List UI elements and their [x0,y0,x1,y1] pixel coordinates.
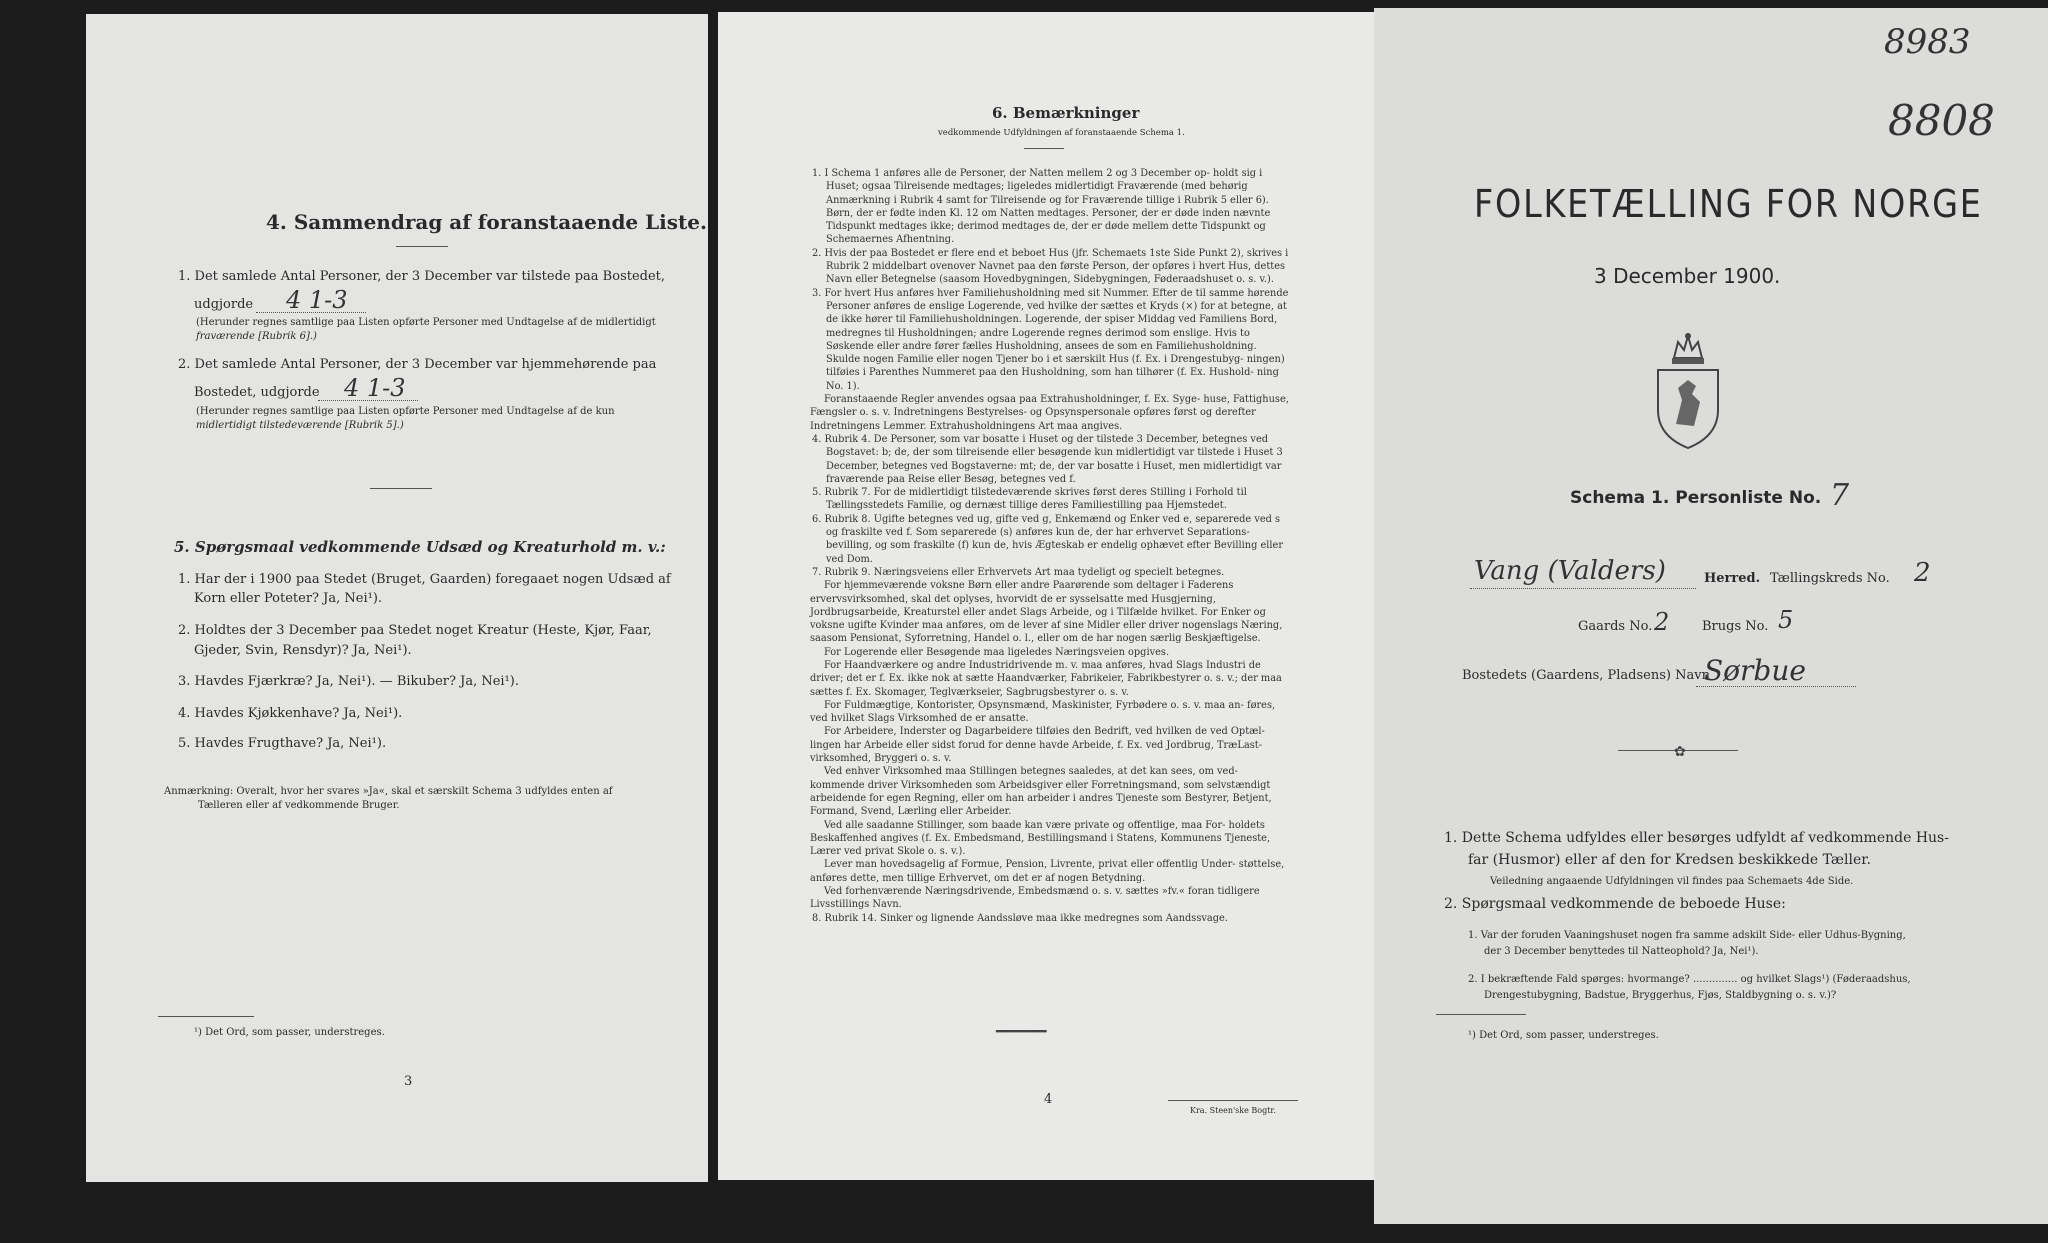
schema-label: Schema 1. Personliste No. [1570,488,1822,508]
instruction-2-q1-line2: der 3 December benyttedes til Natteophold? Ja, Nei¹). [1484,946,1759,957]
herred-value: Vang (Valders) [1474,556,1666,586]
remarks-paragraph: 8. Rubrik 14. Sinker og lignende Aandssløve maa ikke medregnes som Aandssvage. [812,912,1228,924]
printer-imprint: Kra. Steen'ske Bogtr. [1190,1106,1276,1115]
remarks-body [810,167,1290,925]
remarks-paragraph: For Logerende eller Besøgende maa ligeledes Næringsveien opgives. [824,646,1170,658]
anmaerkning-line2: Tælleren eller af vedkommende Bruger. [198,800,400,811]
ornament-rule: ━━━━━━ [996,1024,1047,1040]
q2-answer: 4 1-3 [344,374,406,402]
s5-q2-line2: Gjeder, Svin, Rensdyr)? Ja, Nei¹). [194,643,412,658]
divider [396,246,448,247]
q1-line1: 1. Det samlede Antal Personer, der 3 December var tilstede paa Bostedet, [178,269,666,284]
instruction-2-title: 2. Spørgsmaal vedkommende de beboede Huse: [1444,896,1786,912]
brugs-label: Brugs No. [1702,619,1769,634]
remarks-paragraph: For Fuldmægtige, Kontorister, Opsynsmænd, Maskinister, Fyrbødere o. s. v. maa an- føres, ved hvilket Slags Virksomhed de er ansatte. [810,699,1276,725]
printer-rule [1168,1100,1298,1101]
page-number: 4 [1044,1092,1053,1107]
s5-q4: 4. Havdes Kjøkkenhave? Ja, Nei¹). [178,706,403,721]
remarks-paragraph: Foranstaaende Regler anvendes ogsaa paa Extrahusholdninger, f. Ex. Syge- huse, Fattighuse, Fængsler o. s. v. Indretningens Bestyrelses- og Opsynspersonale opføres først og derefter Indretningens Lemmer. Extrahusholdningens Art maa angives. [810,394,1289,432]
brugs-value: 5 [1778,606,1794,634]
page-number: 3 [404,1074,413,1089]
remarks-subtitle: vedkommende Udfyldningen af foranstaaende Schema 1. [938,128,1185,138]
page-middle [718,12,1374,1180]
instruction-2-q2-line1: 2. I bekræftende Fald spørges: hvormange? .............. og hvilket Slags¹) (Føderaadshus, [1468,974,1911,985]
instruction-1-line2: far (Husmor) eller af den for Kredsen beskikkede Tæller. [1468,852,1871,868]
kreds-label: Tællingskreds No. [1770,571,1890,586]
answer-line [1696,686,1856,687]
kreds-value: 2 [1914,558,1931,588]
main-title: FOLKETÆLLING FOR NORGE [1474,182,1983,226]
remarks-paragraph: 6. Rubrik 8. Ugifte betegnes ved ug, gifte ved g, Enkemænd og Enker ved e, separerede ved s og fraskilte ved f. Som separerede (s) anføres kun de, der har erhvervet Separations- bevilling, og som fraskilte (f) kun de, hvis Ægteskab er endelig ophævet efter Bevilling eller ved Dom. [812,513,1284,565]
q1-line2-prefix: udgjorde [194,297,254,312]
footnote-rule [158,1016,254,1017]
ornament-icon: ✿ [1674,744,1686,760]
q1-note1: (Herunder regnes samtlige paa Listen opførte Personer med Undtagelse af de midlertidigt [196,317,656,328]
divider [1024,148,1064,149]
remarks-paragraph: For hjemmeværende voksne Børn eller andre Paarørende som deltager i Faderens ervervsvirksomhed, skal det oplyses, hvorvidt de er sysselsatte med Husgjerning, Jordbrugsarbeide, Kreaturstel eller andet Slags Arbeide, og i Tilfælde hvilket. For Enker og voksne ugifte Kvinder maa anføres, om de lever af sine Midler eller driver nogenslags Næring, saasom Pensionat, Syforretning, Handel o. l., eller om de har nogen særlig Beskjæftigelse. [810,580,1283,645]
s5-q2-line1: 2. Holdtes der 3 December paa Stedet noget Kreatur (Heste, Kjør, Faar, [178,623,652,638]
gaards-value: 2 [1654,608,1670,636]
s5-q1-line1: 1. Har der i 1900 paa Stedet (Bruget, Gaarden) foregaaet nogen Udsæd af [178,572,671,587]
personliste-no: 7 [1830,478,1850,513]
bosted-label: Bostedets (Gaardens, Pladsens) Navn [1462,668,1710,683]
instruction-2-q1-line1: 1. Var der foruden Vaaningshuset nogen fra samme adskilt Side- eller Udhus-Bygning, [1468,930,1906,941]
instruction-2-q2-line2: Drengestubygning, Badstue, Bryggerhus, Fjøs, Staldbygning o. s. v.)? [1484,990,1837,1001]
herred-label: Herred. [1704,571,1761,586]
remarks-paragraph: 3. For hvert Hus anføres hver Familiehusholdning med sit Nummer. Efter de til samme hørende Personer anføres de enslige Logerende, ved hvilke der sættes et Kryds (×) for at betegne, at de ikke hører til Familiehusholdningen. Logerende, der spiser Middag ved Familiens Bord, medregnes til Husholdningen; andre Logerende regnes derimod som enslige. Hvis to Søskende eller andre fører fælles Husholdning, ansees de som en Familiehusholdning. Skulde nogen Familie eller nogen Tjener bo i et særskilt Hus (f. Ex. i Drengestubyg- ningen) tilføies i Parenthes Nummeret paa den Husholdning, som han tilhører (f. Ex. Hushold- ning No. 1). [812,287,1289,392]
page-right [1374,8,2048,1224]
remarks-paragraph: 2. Hvis der paa Bostedet er flere end et beboet Hus (jfr. Schemaets 1ste Side Punkt 2), skrives i Rubrik 2 middelbart ovenover Navnet paa den første Person, der opføres i hvert Hus, dettes Navn eller Betegnelse (saasom Hovedbygningen, Sidebygningen, Føderaadshuset o. s. v.). [812,247,1289,286]
remarks-paragraph: 7. Rubrik 9. Næringsveiens eller Erhvervets Art maa tydeligt og specielt betegnes. [812,566,1225,578]
answer-line [256,312,366,313]
answer-line [318,400,418,401]
q2-note1: (Herunder regnes samtlige paa Listen opførte Personer med Undtagelse af de kun [196,406,615,417]
remarks-paragraph: 1. I Schema 1 anføres alle de Personer, der Natten mellem 2 og 3 December op- holdt sig i Huset; ogsaa Tilreisende medtages; ligeledes midlertidigt Fraværende (med behørig Anmærkning i Rubrik 4 samt for Tilreisende og for Fraværende tillige i Rubrik 5 eller 6). Børn, der er fødte inden Kl. 12 om Natten medtages. Personer, der er døde inden nævnte Tidspunkt medtages ikke; derimod medtages de, der er døde mellem dette Tidspunkt og Schemaernes Afhentning. [812,168,1271,246]
footnote: ¹) Det Ord, som passer, understreges. [194,1027,385,1038]
coat-of-arms-icon [1648,328,1728,452]
remarks-paragraph: Ved alle saadanne Stillinger, som baade kan være private og offentlige, maa For- holdets Beskaffenhed angives (f. Ex. Embedsmand, Bestillingsmand i Statens, Kommunens Tjeneste, Lærer ved privat Skole o. s. v.). [810,819,1271,858]
remarks-paragraph: Ved forhenværende Næringsdrivende, Embedsmænd o. s. v. sættes »fv.« foran tidligere Livsstillings Navn. [810,886,1260,911]
s5-q5: 5. Havdes Frugthave? Ja, Nei¹). [178,736,387,751]
instruction-1-line1: 1. Dette Schema udfyldes eller besørges udfyldt af vedkommende Hus- [1444,830,1949,846]
section5-title: 5. Spørgsmaal vedkommende Udsæd og Kreaturhold m. v.: [174,538,666,556]
anmaerkning-line1: Anmærkning: Overalt, hvor her svares »Ja«, skal et særskilt Schema 3 udfyldes enten af [164,786,613,797]
remarks-paragraph: Lever man hovedsagelig af Formue, Pension, Livrente, privat eller offentlig Under- støttelse, anføres dette, men tillige Erhvervet, om det er af nogen Betydning. [810,859,1285,884]
s5-q3: 3. Havdes Fjærkræ? Ja, Nei¹). — Bikuber? Ja, Nei¹). [178,674,519,689]
s5-q1-line2: Korn eller Poteter? Ja, Nei¹). [194,591,383,606]
footnote: ¹) Det Ord, som passer, understreges. [1468,1030,1659,1041]
section4-title: 4. Sammendrag af foranstaaende Liste. [266,210,707,234]
page-left [86,14,708,1182]
answer-line [1470,588,1696,589]
q2-line1: 2. Det samlede Antal Personer, der 3 December var hjemmehørende paa [178,357,657,372]
remarks-paragraph: 4. Rubrik 4. De Personer, som var bosatte i Huset og der tilstede 3 December, betegnes ved Bogstavet: b; de, der som tilreisende eller besøgende kun midlertidigt var tilstede i Huset 3 December, betegnes ved Bogstaverne: mt; de, der var bosatte i Huset, men midlertidigt var fraværende paa Reise eller Besøg, betegnes ved f. [812,433,1283,485]
bosted-value: Sørbue [1704,654,1806,687]
divider [370,488,432,489]
q1-note2: fraværende [Rubrik 6].) [196,331,317,342]
q2-note2: midlertidigt tilstedeværende [Rubrik 5].) [196,420,404,431]
remarks-paragraph: 5. Rubrik 7. For de midlertidigt tilstedeværende skrives først deres Stilling i Forhold til Tællingsstedets Familie, og dernæst tillige deres Familiestilling paa Hjemstedet. [812,487,1247,512]
remarks-paragraph: For Arbeidere, Inderster og Dagarbeidere tilføies den Bedrift, ved hvilken de ved Optæl- lingen har Arbeide eller sidst forud for denne havde Arbeide, f. Ex. ved Jordbrug, TræLast- virksomhed, Bryggeri o. s. v. [810,726,1265,765]
q2-line2-prefix: Bostedet, udgjorde [194,385,320,400]
remarks-paragraph: Ved enhver Virksomhed maa Stillingen betegnes saaledes, at det kan sees, om ved- kommende driver Virksomheden som Arbeidsgiver eller Forretningsmand, som selvstændigt arbeidende for egen Regning, eller om han arbeider i andres Tjeneste som Bestyrer, Betjent, Formand, Svend, Lærling eller Arbeider. [810,766,1272,818]
q1-answer: 4 1-3 [286,286,348,314]
archive-number-1: 8983 [1884,22,1971,62]
remarks-title: 6. Bemærkninger [992,104,1140,122]
census-date: 3 December 1900. [1594,264,1781,288]
archive-number-2: 8808 [1888,96,1995,145]
remarks-paragraph: For Haandværkere og andre Industridrivende m. v. maa anføres, hvad Slags Industri de driver; det er f. Ex. ikke nok at sætte Haandværker, Fabrikeier, Fabrikbestyrer o. s. v.; der maa sættes f. Ex. Skomager, Teglværkseier, Sagbrugsbestyrer o. s. v. [810,659,1282,698]
instruction-1-note: Veiledning angaaende Udfyldningen vil findes paa Schemaets 4de Side. [1490,876,1854,887]
footnote-rule [1436,1014,1526,1015]
gaards-label: Gaards No. [1578,619,1653,634]
